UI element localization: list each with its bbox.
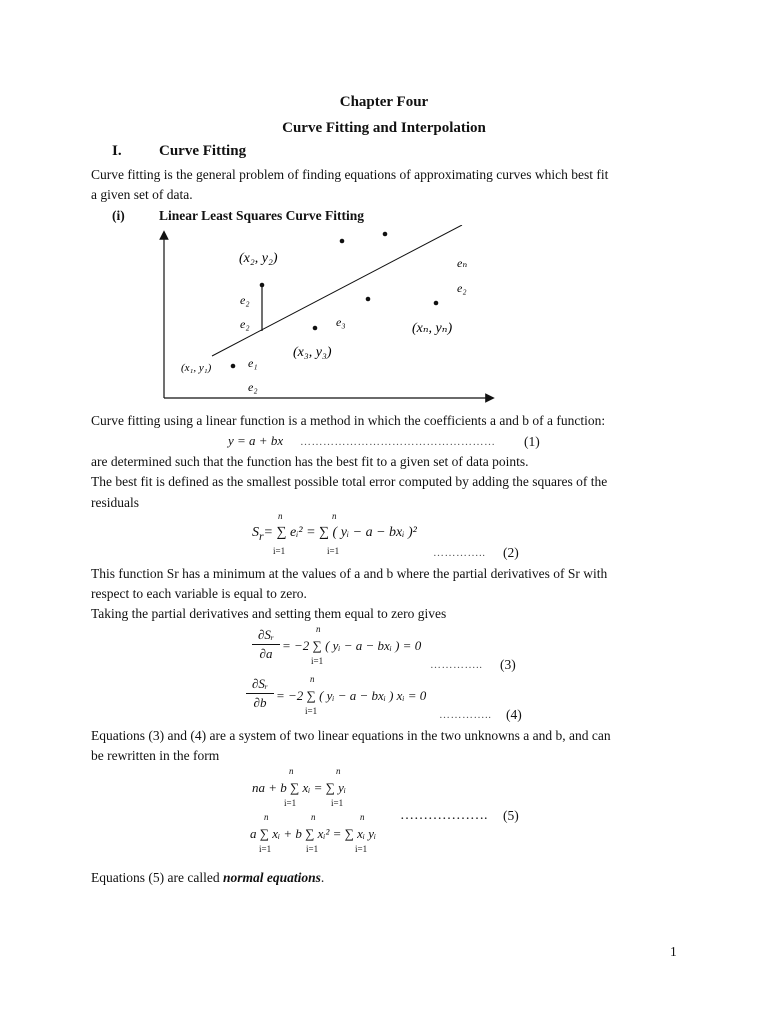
eq5b-sum2-upper: n — [311, 812, 316, 822]
least-squares-figure — [150, 225, 500, 410]
eq5a-sum1-upper: n — [289, 766, 294, 776]
eq5a: na + b ∑ xᵢ = ∑ yᵢ — [252, 780, 346, 795]
eq3-dots: ………….. — [430, 659, 483, 671]
eq4-sum-lower: i=1 — [305, 706, 318, 716]
eq5b-sum1-upper: n — [264, 812, 269, 822]
eq2-dots: ………….. — [433, 547, 486, 559]
eq5-number: (5) — [503, 808, 519, 823]
para2-line-1: The best fit is defined as the smallest possible total error computed by adding the squares of the — [91, 474, 608, 489]
eq2-sum2-lower: i=1 — [327, 546, 340, 556]
label-e2-lower: e₂ — [240, 317, 250, 331]
eq5b: a ∑ xᵢ + b ∑ xᵢ² = ∑ xᵢ yᵢ — [250, 826, 377, 841]
intro-line-2: a given set of data. — [91, 187, 193, 202]
point-n — [434, 301, 439, 306]
eq3-sum-lower: i=1 — [311, 656, 324, 666]
eq5b-sum3-upper: n — [360, 812, 365, 822]
eq1-number: (1) — [524, 434, 540, 449]
eq4-fraction: ∂Sᵣ ∂b — [246, 676, 274, 711]
fit-line — [212, 225, 462, 356]
eq4-dots: ………….. — [439, 709, 492, 721]
label-p3: (x₃, y₃) — [293, 345, 332, 360]
eq3: = −2 ∑ ( yᵢ − a − bxᵢ ) = 0 — [282, 638, 422, 653]
eq3-fraction: ∂Sᵣ ∂a — [252, 627, 280, 662]
eq5a-sum2-upper: n — [336, 766, 341, 776]
eq2-sum2-upper: n — [332, 511, 337, 521]
eq4-sum-upper: n — [310, 674, 315, 684]
section-number: I. — [112, 143, 122, 159]
point-6 — [366, 297, 371, 302]
label-p1: (x₁, y₁) — [181, 362, 212, 374]
label-e2-upper: e₂ — [240, 293, 250, 307]
eq4: = −2 ∑ ( yᵢ − a − bxᵢ ) xᵢ = 0 — [276, 688, 427, 703]
label-pn: (xₙ, yₙ) — [412, 321, 453, 336]
label-p2: (x₂, y₂) — [239, 251, 278, 266]
eq5b-sum3-lower: i=1 — [355, 844, 368, 854]
eq2: $S_r=$ ∑ eᵢ² = ∑ ( yᵢ − a − bxᵢ )² — [252, 525, 417, 543]
eq5a-sum1-lower: i=1 — [284, 798, 297, 808]
eq4-number: (4) — [506, 707, 522, 722]
label-e2-bottom: e₂ — [248, 380, 258, 394]
chapter-heading: Chapter Four — [339, 94, 429, 110]
para2-line-2: residuals — [91, 495, 139, 510]
point-5 — [383, 232, 388, 237]
eq2-sum1-lower: i=1 — [273, 546, 286, 556]
label-e2-right: e₂ — [457, 281, 467, 295]
point-2 — [260, 283, 265, 288]
eq1: y = a + bx — [228, 433, 284, 448]
eq2-sum1-upper: n — [278, 511, 283, 521]
para6: Equations (5) are called normal equations. — [91, 870, 325, 885]
para1-line-2: are determined such that the function has the best fit to a given set of data points. — [91, 454, 529, 469]
intro-line-1: Curve fitting is the general problem of finding equations of approximating curves which best fit — [91, 167, 609, 182]
eq5b-sum1-lower: i=1 — [259, 844, 272, 854]
eq5b-sum2-lower: i=1 — [306, 844, 319, 854]
label-e1: e₁ — [248, 356, 258, 370]
para4: Taking the partial derivatives and setting them equal to zero gives — [91, 606, 447, 621]
eq3-number: (3) — [500, 657, 516, 672]
point-3 — [313, 326, 318, 331]
subsection-title: Linear Least Squares Curve Fitting — [159, 208, 365, 223]
eq3-sum-upper: n — [316, 624, 321, 634]
eq5a-sum2-lower: i=1 — [331, 798, 344, 808]
section-title: Curve Fitting — [159, 143, 247, 159]
para3-line-2: respect to each variable is equal to zero. — [91, 586, 307, 601]
page-number: 1 — [670, 944, 677, 959]
chapter-title: Curve Fitting and Interpolation — [282, 120, 486, 136]
label-en: eₙ — [457, 256, 468, 270]
subsection-number: (i) — [112, 208, 125, 223]
eq1-dots: …………………………………………… — [300, 436, 496, 448]
normal-equations-term: normal equations — [222, 870, 321, 885]
eq5-dots: ………………. — [400, 808, 488, 823]
eq2-number: (2) — [503, 545, 519, 560]
point-1 — [231, 364, 236, 369]
para1-line-1: Curve fitting using a linear function is a method in which the coefficients a and b of a function: — [91, 413, 606, 428]
para5-line-1: Equations (3) and (4) are a system of two linear equations in the two unknowns a and b, and can — [91, 728, 611, 743]
label-e3: e₃ — [336, 315, 346, 329]
para3-line-1: This function Sr has a minimum at the values of a and b where the partial derivatives of Sr with — [91, 566, 608, 581]
point-4 — [340, 239, 345, 244]
para5-line-2: be rewritten in the form — [91, 748, 220, 763]
